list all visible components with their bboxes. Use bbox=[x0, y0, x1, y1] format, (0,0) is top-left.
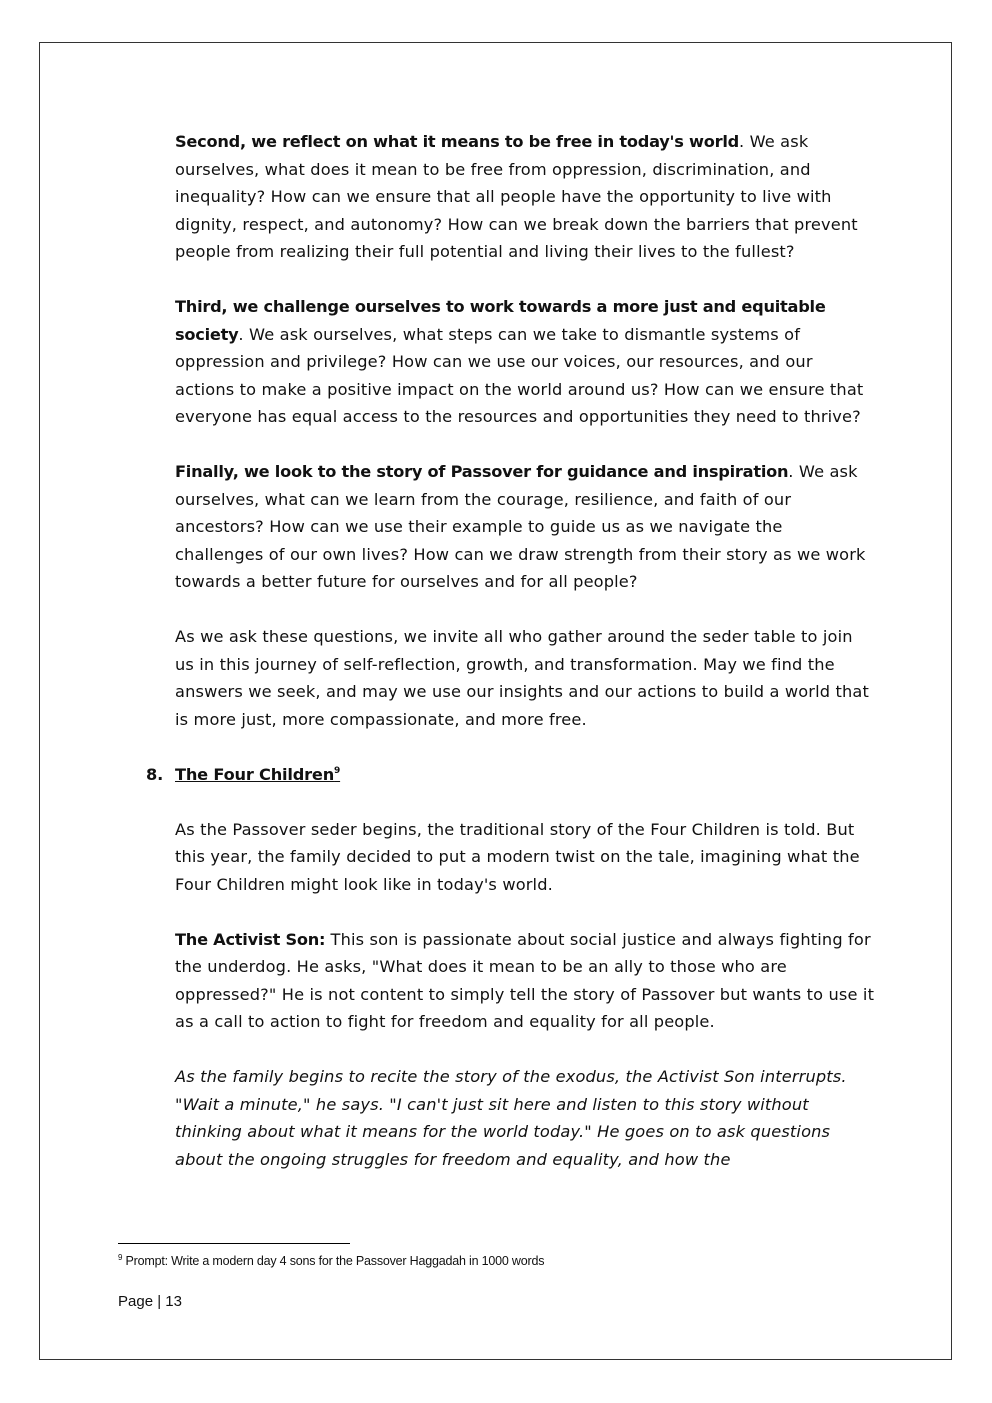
section-number: 8. bbox=[146, 764, 164, 784]
section-title bbox=[175, 765, 340, 784]
footnote-number: 9 bbox=[118, 1253, 123, 1262]
page-separator: | bbox=[153, 1293, 166, 1310]
footnote-separator bbox=[118, 1243, 350, 1244]
page-number-value: 13 bbox=[165, 1293, 182, 1310]
paragraph-third-lead: Third, we challenge ourselves to work towards a more just and equitable society bbox=[175, 297, 826, 344]
page-label: Page bbox=[118, 1293, 154, 1310]
activist-son-text: This son is passionate about social justice and always fighting for the underdog. He asks, "What does it mean to be an ally to those who are oppressed?" He is not content to simply tell the story of Passover but wants to use it as a call to action to fight for freedom and equality for all people. bbox=[175, 929, 875, 1031]
section-heading bbox=[146, 761, 875, 789]
document-body bbox=[146, 128, 875, 1201]
paragraph-finally bbox=[175, 458, 875, 596]
footnote bbox=[118, 1254, 544, 1268]
footnote-text: Prompt: Write a modern day 4 sons for the Passover Haggadah in 1000 words bbox=[122, 1254, 545, 1268]
footnote-reference[interactable]: 9 bbox=[334, 765, 341, 776]
paragraph-intro: As the Passover seder begins, the traditional story of the Four Children is told. But this year, the family decided to put a modern twist on the tale, imagining what the Four Children might look like in today's world. bbox=[175, 819, 860, 894]
paragraph-finally-text: . We ask ourselves, what can we learn from the courage, resilience, and faith of our ancestors? How can we use their example to guide us as we navigate the challenges of our own lives? How can we draw strength from their story as we work towards a better future for ourselves and for all people? bbox=[175, 462, 866, 591]
activist-son-lead: The Activist Son: bbox=[175, 929, 326, 949]
paragraph-third bbox=[175, 293, 875, 431]
paragraph-activist-son bbox=[175, 926, 875, 1036]
page-number bbox=[118, 1293, 182, 1310]
paragraph-finally-lead: Finally, we look to the story of Passover for guidance and inspiration bbox=[175, 462, 789, 481]
paragraph-second-text: . We ask ourselves, what does it mean to be free from oppression, discrimination, and inequality? How can we ensure that all people have the opportunity to live with dignity, respect, and autonomy? How can we break down the barriers that prevent people from realizing their full potential and living their lives to the fullest? bbox=[175, 132, 858, 261]
paragraph-italic-narrative: As the family begins to recite the story of the exodus, the Activist Son interrupts. "Wait a minute," he says. "I can't just sit here and listen to this story without thinking about what it means for the world today." He goes on to ask questions about the ongoing struggles for freedom and equality, and how the bbox=[175, 1067, 847, 1169]
paragraph-closing: As we ask these questions, we invite all who gather around the seder table to join us in this journey of self-reflection, growth, and transformation. May we find the answers we seek, and may we use our insights and our actions to build a world that is more just, more compassionate, and more free. bbox=[175, 627, 869, 729]
paragraph-third-text: . We ask ourselves, what steps can we take to dismantle systems of oppression and privilege? How can we use our voices, our resources, and our actions to make a positive impact on the world around us? How can we ensure that everyone has equal access to the resources and opportunities they need to thrive? bbox=[175, 324, 864, 426]
paragraph-second bbox=[175, 128, 875, 266]
section-title-text: The Four Children bbox=[175, 764, 335, 784]
paragraph-second-lead: Second, we reflect on what it means to be free in today's world bbox=[175, 132, 739, 151]
